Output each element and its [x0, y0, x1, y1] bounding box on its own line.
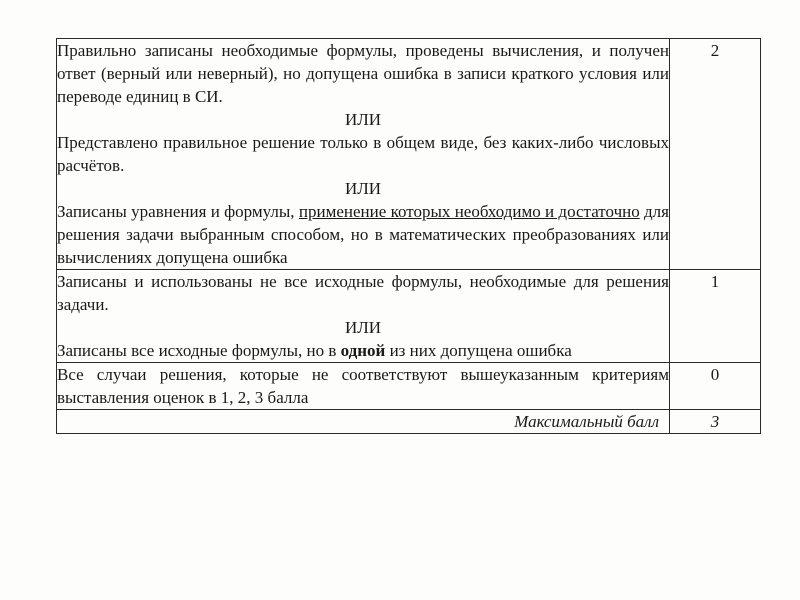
- criterion-text-part: Записаны все исходные формулы, но в: [57, 341, 341, 360]
- or-separator: ИЛИ: [344, 318, 382, 337]
- score-value: 0: [670, 363, 761, 410]
- table-row-max-score: [57, 410, 761, 434]
- criteria-cell: [57, 39, 670, 270]
- or-separator: ИЛИ: [344, 179, 382, 198]
- max-score-label: Максимальный балл: [57, 410, 670, 434]
- table-row-score-0: [57, 363, 761, 410]
- criterion-text: [57, 339, 669, 362]
- criterion-text-part: из них допущена ошибка: [385, 341, 572, 360]
- or-separator: ИЛИ: [344, 110, 382, 129]
- score-value: 2: [670, 39, 761, 270]
- criterion-text-part: Записаны уравнения и формулы,: [57, 202, 299, 221]
- grading-criteria-table: [56, 38, 761, 434]
- criteria-cell: [57, 363, 670, 410]
- table-row-score-1: [57, 270, 761, 363]
- max-score-value: 3: [670, 410, 761, 434]
- score-value: 1: [670, 270, 761, 363]
- bold-word: одной: [340, 341, 386, 360]
- underlined-phrase: применение которых необходимо и достаточно: [298, 202, 640, 221]
- table-row-score-2: [57, 39, 761, 270]
- criterion-text: [57, 200, 669, 269]
- criterion-text: Записаны и использованы не все исходные формулы, необходимые для решения задачи.: [57, 272, 669, 314]
- criterion-text: Правильно записаны необходимые формулы, проведены вычисления, и получен ответ (верный или неверный), но допущена ошибка в записи краткого условия или переводе единиц в СИ.: [57, 41, 669, 106]
- criterion-text-part: для решения задачи выбранным способом, но в математических преобразованиях или вычислениях допущена ошибка: [57, 202, 669, 267]
- criterion-text: Все случаи решения, которые не соответствуют вышеуказанным критериям выставления оценок в 1, 2, 3 балла: [57, 365, 669, 407]
- criterion-text: Представлено правильное решение только в общем виде, без каких-либо числовых расчётов.: [57, 133, 669, 175]
- criteria-cell: [57, 270, 670, 363]
